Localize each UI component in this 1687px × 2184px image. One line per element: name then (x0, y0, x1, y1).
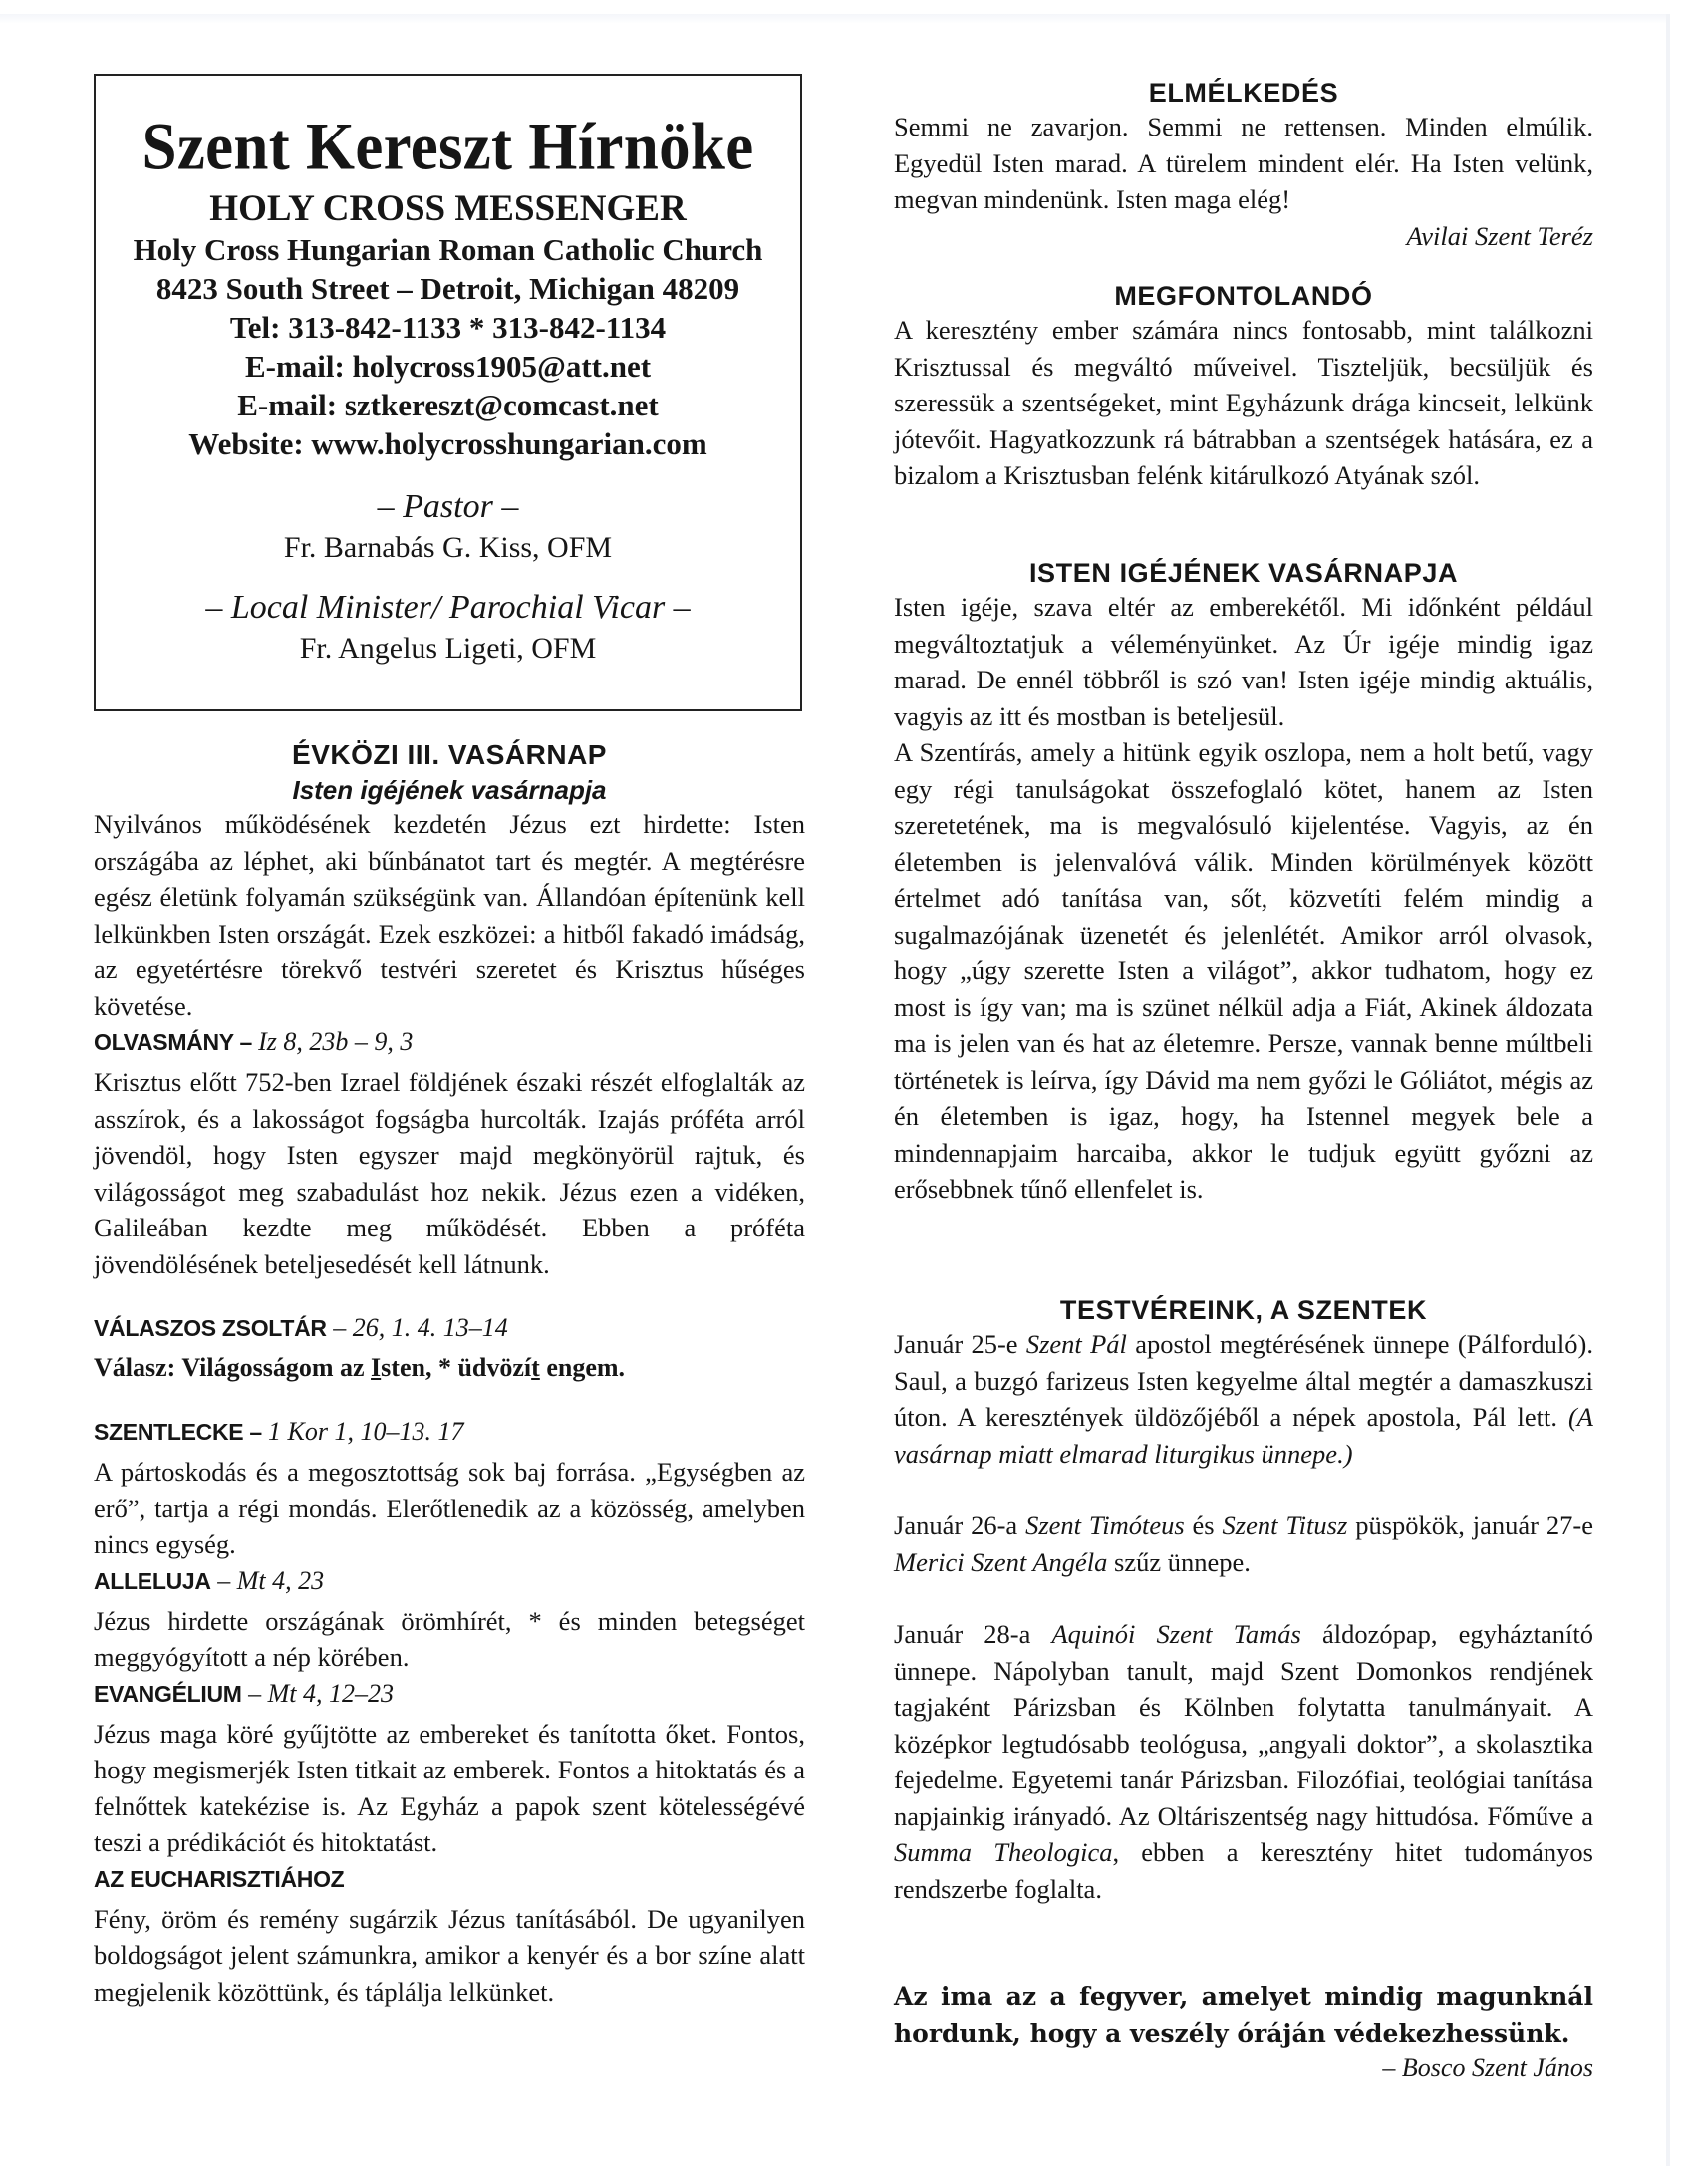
text: Január 26-a (894, 1510, 1026, 1540)
scan-edge (1666, 14, 1670, 2166)
separator: – (210, 1565, 237, 1595)
psalm-response (94, 1350, 805, 1386)
scan-edge (0, 14, 1669, 24)
reading2-text: A pártoskodás és a megosztottság sok baj forrása. „Egységben az erő”, tartja a régi mondás. Elerőtlenedik az a közösség, amelyben nincs egység. (94, 1457, 805, 1559)
reading1-label: OLVASMÁNY (94, 1029, 234, 1055)
pastor-name: Fr. Barnabás G. Kiss, OFM (283, 530, 613, 564)
closing-quote-attribution: – Bosco Szent János (1382, 2053, 1593, 2082)
saints-section (894, 1295, 1593, 1907)
work-title: Summa Theologica (894, 1837, 1113, 1867)
church-email-2[interactable]: E-mail: sztkereszt@comcast.net (237, 387, 659, 422)
meditation-section (894, 78, 1593, 254)
separator: – (233, 1029, 259, 1055)
gospel-text: Jézus maga köré gyűjtötte az embereket és tanította őket. Fontos, hogy megismerjék Isten titkait az emberek. Fontos a hitoktatás és a felnőttek katekézise is. Az Egyház a papok szent kötelességévé teszi a prédikációt és hitoktatást. (94, 1718, 805, 1857)
church-email-1[interactable]: E-mail: holycross1905@att.net (244, 348, 652, 384)
saints-paragraph-3 (894, 1616, 1593, 1907)
saints-paragraph-2 (894, 1507, 1593, 1580)
response-accent: t (531, 1353, 540, 1382)
consider-text: A keresztény ember számára nincs fontosabb, mint találkozni Krisztussal és megváltó műveivel. Tiszteljük, becsüljük és szeressük a szentségeket, mint Egyházunk drága kincseit, lelkünk jótevőit. Hagyatkozzunk rá bátrabban a szentségek hatására, ez a bizalom a Krisztusban felénk kitárulkozó Atyának szól. (894, 315, 1593, 490)
alleluia-ref: Mt 4, 23 (236, 1565, 325, 1595)
church-website[interactable]: Website: www.holycrosshungarian.com (188, 425, 707, 461)
closing-quote: Az ima az a fegyver, amelyet mindig magunknál hordunk, hogy a veszély óráján védekezhessünk. (894, 1982, 1593, 2048)
alleluia-label: ALLELUJA (94, 1567, 211, 1594)
word-sunday-section (894, 558, 1593, 1208)
vicar-name: Fr. Angelus Ligeti, OFM (299, 632, 597, 666)
reading1-ref: Iz 8, 23b – 9, 3 (258, 1027, 414, 1056)
church-address: 8423 South Street – Detroit, Michigan 48209 (155, 270, 740, 306)
reading2-ref: 1 Kor 1, 10–13. 17 (268, 1417, 464, 1446)
church-name: Holy Cross Hungarian Roman Catholic Church (133, 231, 763, 267)
newsletter-subtitle: HOLY CROSS MESSENGER (209, 188, 687, 230)
text: és (1184, 1510, 1223, 1540)
sunday-heading: ÉVKÖZI III. VASÁRNAP (292, 739, 607, 770)
text: Január 28-a (894, 1619, 1052, 1649)
text: , ebben a keresztény hitet tudományos rendszerbe foglalta. (894, 1837, 1593, 1904)
saint-name: Merici Szent Angéla (894, 1546, 1108, 1577)
alleluia-text: Jézus hirdette országának örömhírét, * és minden betegséget meggyógyított a nép körében. (94, 1605, 805, 1672)
note: (A vasárnap miatt elmarad liturgikus ünnepe.) (894, 1402, 1593, 1469)
reading2-label: SZENTLECKE (94, 1419, 244, 1445)
consider-section (894, 281, 1593, 494)
psalm-label: VÁLASZOS ZSOLTÁR (94, 1315, 327, 1341)
saint-name: Aquinói Szent Tamás (1051, 1619, 1301, 1649)
gospel-label: EVANGÉLIUM (94, 1680, 242, 1707)
eucharist-text: Fény, öröm és remény sugárzik Jézus tanításából. De ugyanilyen boldogságot jelent számunkra, amikor a kenyér és a bor színe alatt megjelenik közöttünk, és táplálja lelkünket. (94, 1903, 805, 2007)
response-text: Válasz: Világosságom az (94, 1353, 372, 1382)
response-text: sten, * üdvözí (381, 1353, 532, 1382)
sunday-subheading: Isten igéjének vasárnapja (292, 775, 607, 805)
gospel-header (94, 1676, 805, 1716)
saint-name: Szent Pál (1025, 1329, 1127, 1359)
vicar-role: – Local Minister/ Parochial Vicar – (205, 588, 691, 626)
saint-name: Szent Timóteus (1025, 1510, 1185, 1540)
text: püspökök, január 27-e (1347, 1510, 1593, 1540)
word-sunday-heading: ISTEN IGÉJÉNEK VASÁRNAPJA (1028, 558, 1459, 588)
psalm-header (94, 1310, 805, 1350)
separator: – (243, 1419, 269, 1445)
church-phone: Tel: 313-842-1133 * 313-842-1134 (229, 309, 667, 345)
response-text: engem. (539, 1353, 626, 1382)
saints-paragraph-1 (894, 1326, 1593, 1472)
sunday-intro: Nyilvános működésének kezdetén Jézus ezt hirdette: Isten országába az léphet, aki bűnbánatot tart és megtér. A megtérésre egész életünk folyamán szükségünk van. Állandóan építenünk kell lelkünkben Isten országát. Ezek eszközei: a hitből fakadó imádság, az egyetértésre törekvő testvéri szeretet és Krisztus hűséges követése. (94, 809, 805, 1021)
text: apostol megtérésének ünnepe (Pálforduló). Saul, a buzgó farizeus Isten kegyelme által megtér a damaszkuszi úton. A keresztények üldözőjéből a népek apostola, Pál lett. (894, 1329, 1593, 1432)
text: szűz ünnepe. (1107, 1546, 1251, 1577)
reading1-header (94, 1024, 805, 1064)
meditation-heading: ELMÉLKEDÉS (1148, 78, 1339, 108)
alleluia-header (94, 1563, 805, 1603)
text: áldozópap, egyháztanító ünnepe. Nápolyban tanult, majd Szent Domonkos rendjének tagjaként Párizsban és Kölnben folytatta tanulmányait. A középkor legtudósabb teológusa, „angyali doktor”, a skolasztika fejedelme. Egyetemi tanár Párizsban. Filozófiai, teológiai tanítása napjainkig irányadó. Az Oltáriszentség nagy hittudósa. Főműve a (894, 1619, 1594, 1831)
quote-section (894, 1978, 1593, 2085)
gospel-ref: Mt 4, 12–23 (267, 1678, 395, 1708)
eucharist-label: AZ EUCHARISZTIÁHOZ (94, 1865, 345, 1892)
newsletter-title: Szent Kereszt Hírnöke (141, 109, 754, 184)
meditation-attribution: Avilai Szent Teréz (1406, 220, 1593, 251)
sunday-section (94, 739, 805, 2010)
meditation-text: Semmi ne zavarjon. Semmi ne rettensen. Minden elmúlik. Egyedül Isten marad. A türelem mindent elér. Ha Isten velünk, megvan mindenünk. Isten maga elég! (894, 112, 1593, 214)
saint-name: Szent Titusz (1222, 1510, 1348, 1540)
word-sunday-text-1: Isten igéje, szava eltér az emberekétől. Mi időnként például megváltoztatjuk a véleményünket. Az Úr igéje mindig igaz marad. De ennél többről is szó van! Isten igéje mindig aktuális, vagyis az itt és mostban is beteljesül. (894, 592, 1593, 731)
separator: – (241, 1678, 268, 1708)
consider-heading: MEGFONTOLANDÓ (1114, 281, 1373, 311)
saints-heading: TESTVÉREINK, A SZENTEK (1059, 1295, 1428, 1325)
text: Január 25-e (894, 1329, 1026, 1359)
word-sunday-text-2: A Szentírás, amely a hitünk egyik oszlopa, nem a holt betű, vagy egy régi tanulságokat összefoglaló kötet, hanem az Isten szeretetének, ma is megvalósuló kijelentése. Vagyis, az én életemben is jelenvalóvá válik. Minden körülmények között értelmet adó tanítása van, sőt, közvetíti felém mindig a sugalmazójának üzenetét és jelenlétét. Amikor arról olvasok, hogy „úgy szerette Isten a világot”, akkor tudhatom, hogy ez most is így van; ma is szünet nélkül adja a Fiát, Akinek áldozata ma is jelen van és hat az életemre. Persze, vannak benne múltbeli történetek is leírva, így Dávid ma nem győzi le Góliátot, mégis az én életemben is igaz, hogy, ha Istennel megyek bele a mindennapjaim harcaiba, akkor le tudjuk együtt győzni az erősebbnek tűnő ellenfelet is. (894, 737, 1593, 1204)
response-accent: I (371, 1353, 382, 1382)
psalm-ref: 26, 1. 4. 13–14 (352, 1313, 508, 1342)
masthead-box (94, 74, 802, 711)
reading1-text: Krisztus előtt 752-ben Izrael földjének északi részét elfoglalták az asszírok, és a lakosságot fogságba hurcolták. Izajás próféta arról jövendöl, hogy Isten egyszer majd megkönyörül rajtuk, és világosságot meg szabadulást hoz nekik. Jézus ezen a vidéken, Galileában kezdte meg működését. Ebben a próféta jövendölésének beteljesedését kell látnunk. (94, 1067, 805, 1279)
reading2-header (94, 1414, 805, 1454)
separator: – (326, 1313, 353, 1342)
eucharist-header (94, 1861, 805, 1901)
pastor-role: – Pastor – (377, 487, 519, 525)
